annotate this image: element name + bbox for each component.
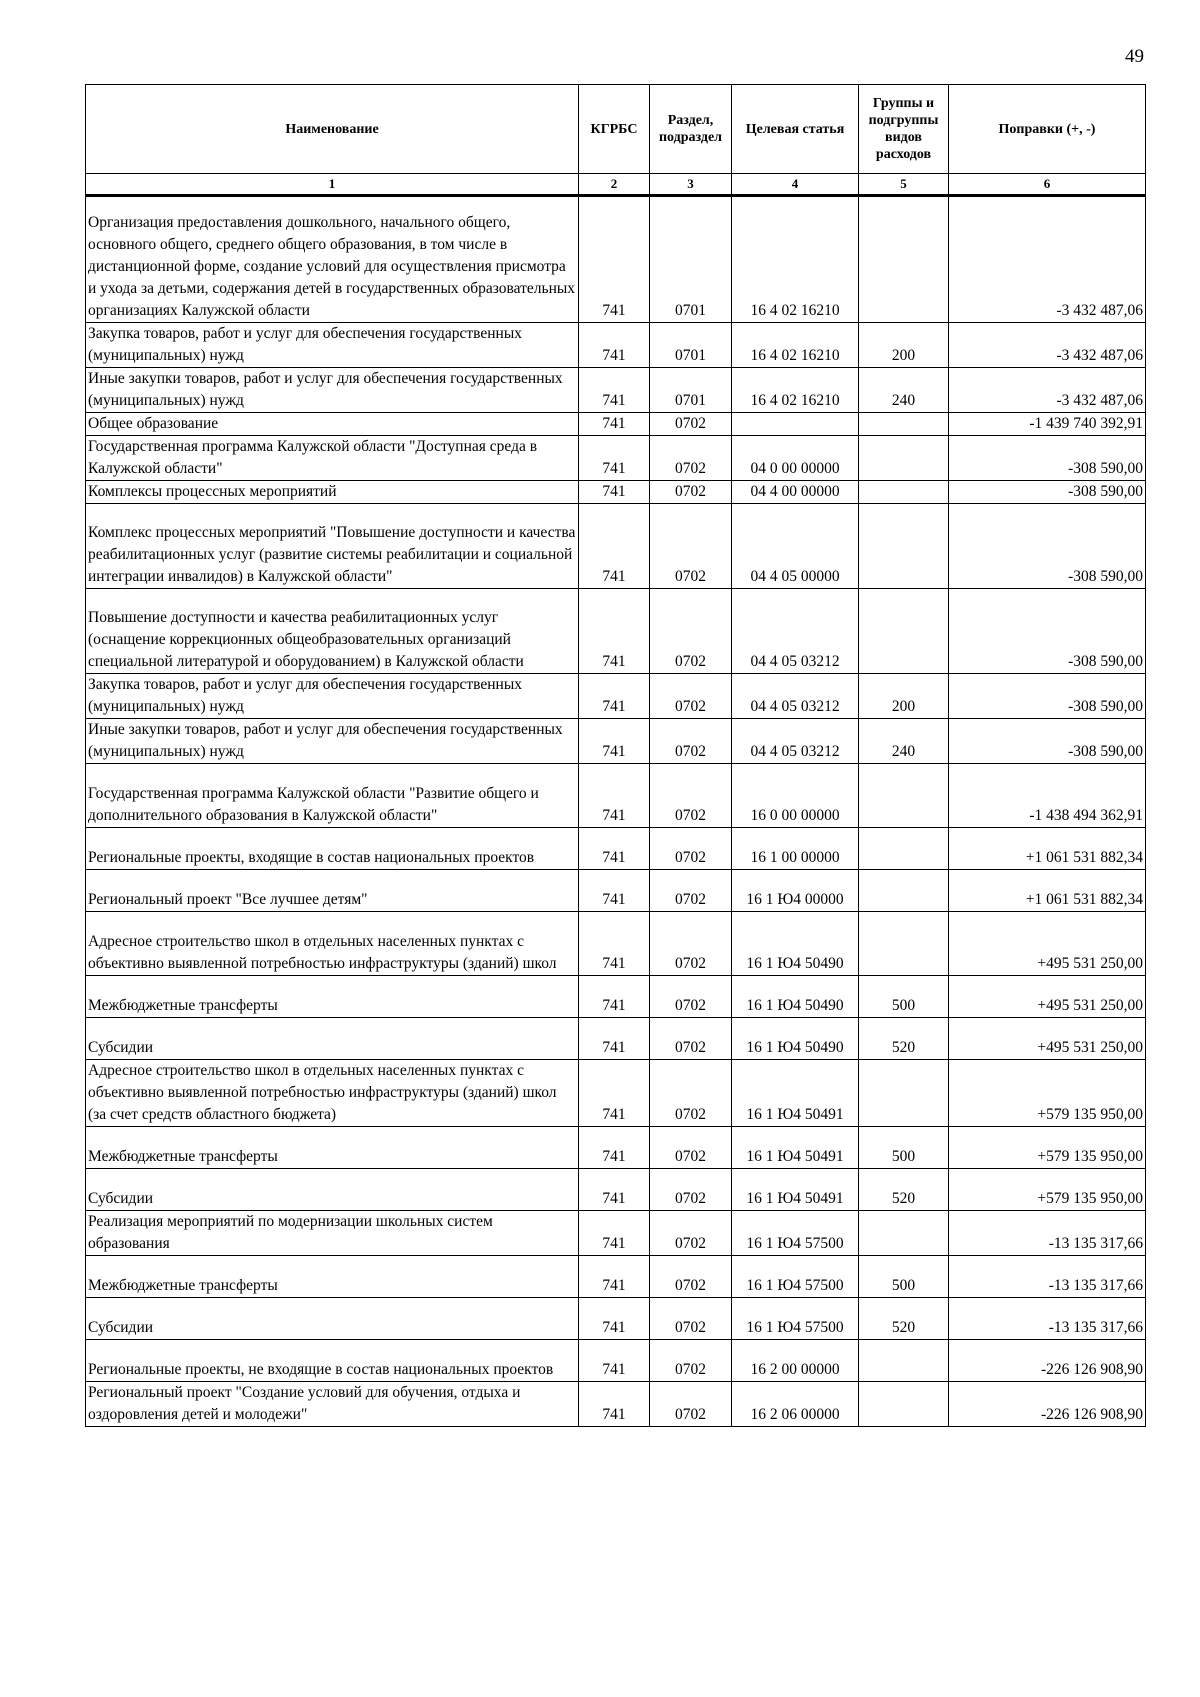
- row-kgrbs: 741: [579, 1169, 650, 1211]
- row-razdel: 0701: [650, 368, 732, 413]
- row-name: Иные закупки товаров, работ и услуг для обеспечения государственных (муниципальных) нужд: [86, 719, 579, 764]
- row-kgrbs: 741: [579, 1340, 650, 1382]
- header-article: Целевая статья: [732, 85, 859, 174]
- column-number: 6: [949, 174, 1146, 196]
- row-amount: +495 531 250,00: [949, 976, 1146, 1018]
- table-row: [86, 1298, 1146, 1340]
- row-article: [732, 413, 859, 436]
- row-amount: -13 135 317,66: [949, 1298, 1146, 1340]
- row-name: Государственная программа Калужской области "Доступная среда в Калужской области": [86, 436, 579, 481]
- row-kgrbs: 741: [579, 1018, 650, 1060]
- row-amount: -308 590,00: [949, 674, 1146, 719]
- row-group: 500: [859, 1127, 949, 1169]
- row-group: 520: [859, 1169, 949, 1211]
- table-row: [86, 368, 1146, 413]
- row-razdel: 0702: [650, 1060, 732, 1127]
- row-article: 16 4 02 16210: [732, 368, 859, 413]
- row-kgrbs: 741: [579, 674, 650, 719]
- row-amount: -308 590,00: [949, 481, 1146, 504]
- row-razdel: 0702: [650, 828, 732, 870]
- row-razdel: 0702: [650, 504, 732, 589]
- table-row: [86, 1060, 1146, 1127]
- row-razdel: 0702: [650, 764, 732, 828]
- table-row: [86, 1169, 1146, 1211]
- row-name: Региональные проекты, не входящие в состав национальных проектов: [86, 1340, 579, 1382]
- header-razdel: Раздел, подраздел: [650, 85, 732, 174]
- table-row: [86, 1382, 1146, 1427]
- row-name: Организация предоставления дошкольного, начального общего, основного общего, среднего общего образования, в том числе в дистанционной форме, создание условий для осуществления присмотра и ухода за детьми, содержания детей в государственных образовательных организациях Калужской области: [86, 196, 579, 323]
- row-kgrbs: 741: [579, 481, 650, 504]
- row-article: 16 0 00 00000: [732, 764, 859, 828]
- row-razdel: 0702: [650, 1211, 732, 1256]
- row-amount: +1 061 531 882,34: [949, 828, 1146, 870]
- row-article: 16 4 02 16210: [732, 323, 859, 368]
- row-group: [859, 413, 949, 436]
- header-kgrbs: КГРБС: [579, 85, 650, 174]
- row-kgrbs: 741: [579, 368, 650, 413]
- column-number-row: [86, 174, 1146, 196]
- row-kgrbs: 741: [579, 589, 650, 674]
- row-amount: -308 590,00: [949, 719, 1146, 764]
- row-article: 16 1 Ю4 50491: [732, 1060, 859, 1127]
- row-razdel: 0702: [650, 1340, 732, 1382]
- row-amount: -308 590,00: [949, 589, 1146, 674]
- row-article: 16 1 Ю4 50490: [732, 912, 859, 976]
- row-name: Адресное строительство школ в отдельных населенных пунктах с объективно выявленной потребностью инфраструктуры (зданий) школ (за счет средств областного бюджета): [86, 1060, 579, 1127]
- table-row: [86, 764, 1146, 828]
- row-group: [859, 436, 949, 481]
- row-article: 16 2 06 00000: [732, 1382, 859, 1427]
- row-razdel: 0702: [650, 413, 732, 436]
- column-number: 5: [859, 174, 949, 196]
- row-group: [859, 1340, 949, 1382]
- row-name: Субсидии: [86, 1169, 579, 1211]
- row-group: [859, 912, 949, 976]
- row-name: Комплексы процессных мероприятий: [86, 481, 579, 504]
- row-article: 04 0 00 00000: [732, 436, 859, 481]
- row-article: 04 4 05 03212: [732, 719, 859, 764]
- row-razdel: 0702: [650, 1298, 732, 1340]
- row-group: 500: [859, 976, 949, 1018]
- row-name: Реализация мероприятий по модернизации школьных систем образования: [86, 1211, 579, 1256]
- row-name: Межбюджетные трансферты: [86, 1256, 579, 1298]
- row-name: Межбюджетные трансферты: [86, 1127, 579, 1169]
- row-amount: -3 432 487,06: [949, 196, 1146, 323]
- row-razdel: 0702: [650, 912, 732, 976]
- row-group: 240: [859, 719, 949, 764]
- table-row: [86, 674, 1146, 719]
- row-name: Субсидии: [86, 1298, 579, 1340]
- row-razdel: 0702: [650, 1169, 732, 1211]
- row-group: [859, 1382, 949, 1427]
- row-amount: -226 126 908,90: [949, 1382, 1146, 1427]
- table-row: [86, 1211, 1146, 1256]
- header-name: Наименование: [86, 85, 579, 174]
- table-body: [86, 196, 1146, 1427]
- row-amount: -1 439 740 392,91: [949, 413, 1146, 436]
- row-amount: -13 135 317,66: [949, 1256, 1146, 1298]
- row-name: Общее образование: [86, 413, 579, 436]
- header-group: Группы и подгруппы видов расходов: [859, 85, 949, 174]
- row-kgrbs: 741: [579, 1060, 650, 1127]
- row-amount: +579 135 950,00: [949, 1169, 1146, 1211]
- row-article: 04 4 05 03212: [732, 674, 859, 719]
- row-amount: -226 126 908,90: [949, 1340, 1146, 1382]
- row-razdel: 0702: [650, 1256, 732, 1298]
- row-article: 16 1 Ю4 50490: [732, 976, 859, 1018]
- header-amount: Поправки (+, -): [949, 85, 1146, 174]
- table-row: [86, 504, 1146, 589]
- row-name: Адресное строительство школ в отдельных населенных пунктах с объективно выявленной потребностью инфраструктуры (зданий) школ: [86, 912, 579, 976]
- row-article: 16 4 02 16210: [732, 196, 859, 323]
- row-group: 200: [859, 674, 949, 719]
- row-razdel: 0701: [650, 323, 732, 368]
- table-row: [86, 481, 1146, 504]
- row-group: [859, 764, 949, 828]
- row-name: Региональный проект "Создание условий для обучения, отдыха и оздоровления детей и молодежи": [86, 1382, 579, 1427]
- row-kgrbs: 741: [579, 1382, 650, 1427]
- row-article: 04 4 00 00000: [732, 481, 859, 504]
- row-article: 04 4 05 00000: [732, 504, 859, 589]
- row-article: 16 1 Ю4 57500: [732, 1211, 859, 1256]
- row-razdel: 0702: [650, 674, 732, 719]
- row-amount: -3 432 487,06: [949, 323, 1146, 368]
- row-kgrbs: 741: [579, 764, 650, 828]
- row-razdel: 0702: [650, 976, 732, 1018]
- row-group: [859, 1060, 949, 1127]
- row-article: 16 1 Ю4 50491: [732, 1127, 859, 1169]
- column-number: 3: [650, 174, 732, 196]
- row-kgrbs: 741: [579, 870, 650, 912]
- row-razdel: 0702: [650, 870, 732, 912]
- table-row: [86, 1340, 1146, 1382]
- row-name: Межбюджетные трансферты: [86, 976, 579, 1018]
- row-razdel: 0701: [650, 196, 732, 323]
- table-row: [86, 976, 1146, 1018]
- table-row: [86, 1256, 1146, 1298]
- row-kgrbs: 741: [579, 504, 650, 589]
- row-amount: -308 590,00: [949, 436, 1146, 481]
- row-article: 16 1 Ю4 57500: [732, 1256, 859, 1298]
- column-number: 4: [732, 174, 859, 196]
- row-kgrbs: 741: [579, 1256, 650, 1298]
- row-article: 16 1 Ю4 50490: [732, 1018, 859, 1060]
- column-number: 2: [579, 174, 650, 196]
- row-razdel: 0702: [650, 589, 732, 674]
- row-group: [859, 504, 949, 589]
- table-row: [86, 436, 1146, 481]
- row-amount: +495 531 250,00: [949, 912, 1146, 976]
- row-amount: -1 438 494 362,91: [949, 764, 1146, 828]
- row-amount: +579 135 950,00: [949, 1060, 1146, 1127]
- row-group: [859, 828, 949, 870]
- table-row: [86, 1127, 1146, 1169]
- row-group: 240: [859, 368, 949, 413]
- table-row: [86, 323, 1146, 368]
- table-row: [86, 870, 1146, 912]
- row-razdel: 0702: [650, 719, 732, 764]
- row-kgrbs: 741: [579, 436, 650, 481]
- row-group: 500: [859, 1256, 949, 1298]
- row-group: 520: [859, 1298, 949, 1340]
- row-razdel: 0702: [650, 481, 732, 504]
- row-article: 16 1 Ю4 00000: [732, 870, 859, 912]
- row-article: 16 1 00 00000: [732, 828, 859, 870]
- page-number: 49: [1125, 46, 1144, 67]
- header-row: [86, 85, 1146, 174]
- row-kgrbs: 741: [579, 413, 650, 436]
- row-razdel: 0702: [650, 1382, 732, 1427]
- row-name: Региональные проекты, входящие в состав национальных проектов: [86, 828, 579, 870]
- row-article: 16 1 Ю4 57500: [732, 1298, 859, 1340]
- row-name: Повышение доступности и качества реабилитационных услуг (оснащение коррекционных общеобразовательных организаций специальной литературой и оборудованием) в Калужской области: [86, 589, 579, 674]
- row-kgrbs: 741: [579, 912, 650, 976]
- row-amount: +495 531 250,00: [949, 1018, 1146, 1060]
- row-razdel: 0702: [650, 1127, 732, 1169]
- row-kgrbs: 741: [579, 323, 650, 368]
- row-razdel: 0702: [650, 436, 732, 481]
- row-article: 16 1 Ю4 50491: [732, 1169, 859, 1211]
- budget-table: [85, 84, 1146, 1427]
- table-row: [86, 196, 1146, 323]
- row-name: Комплекс процессных мероприятий "Повышение доступности и качества реабилитационных услуг (развитие системы реабилитации и социальной интеграции инвалидов) в Калужской области": [86, 504, 579, 589]
- row-amount: +1 061 531 882,34: [949, 870, 1146, 912]
- row-name: Государственная программа Калужской области "Развитие общего и дополнительного образования в Калужской области": [86, 764, 579, 828]
- row-name: Региональный проект "Все лучшее детям": [86, 870, 579, 912]
- row-razdel: 0702: [650, 1018, 732, 1060]
- table-row: [86, 828, 1146, 870]
- column-number: 1: [86, 174, 579, 196]
- table-row: [86, 719, 1146, 764]
- table-row: [86, 1018, 1146, 1060]
- row-group: 520: [859, 1018, 949, 1060]
- row-name: Закупка товаров, работ и услуг для обеспечения государственных (муниципальных) нужд: [86, 323, 579, 368]
- row-name: Субсидии: [86, 1018, 579, 1060]
- row-group: [859, 870, 949, 912]
- row-name: Закупка товаров, работ и услуг для обеспечения государственных (муниципальных) нужд: [86, 674, 579, 719]
- row-kgrbs: 741: [579, 1127, 650, 1169]
- row-article: 04 4 05 03212: [732, 589, 859, 674]
- row-group: 200: [859, 323, 949, 368]
- row-amount: -308 590,00: [949, 504, 1146, 589]
- row-group: [859, 481, 949, 504]
- row-amount: -3 432 487,06: [949, 368, 1146, 413]
- row-kgrbs: 741: [579, 828, 650, 870]
- row-kgrbs: 741: [579, 719, 650, 764]
- row-kgrbs: 741: [579, 1298, 650, 1340]
- table-row: [86, 589, 1146, 674]
- row-amount: +579 135 950,00: [949, 1127, 1146, 1169]
- row-article: 16 2 00 00000: [732, 1340, 859, 1382]
- table-row: [86, 413, 1146, 436]
- table-row: [86, 912, 1146, 976]
- row-name: Иные закупки товаров, работ и услуг для обеспечения государственных (муниципальных) нужд: [86, 368, 579, 413]
- row-kgrbs: 741: [579, 976, 650, 1018]
- row-group: [859, 1211, 949, 1256]
- row-kgrbs: 741: [579, 1211, 650, 1256]
- row-amount: -13 135 317,66: [949, 1211, 1146, 1256]
- row-group: [859, 589, 949, 674]
- row-kgrbs: 741: [579, 196, 650, 323]
- row-group: [859, 196, 949, 323]
